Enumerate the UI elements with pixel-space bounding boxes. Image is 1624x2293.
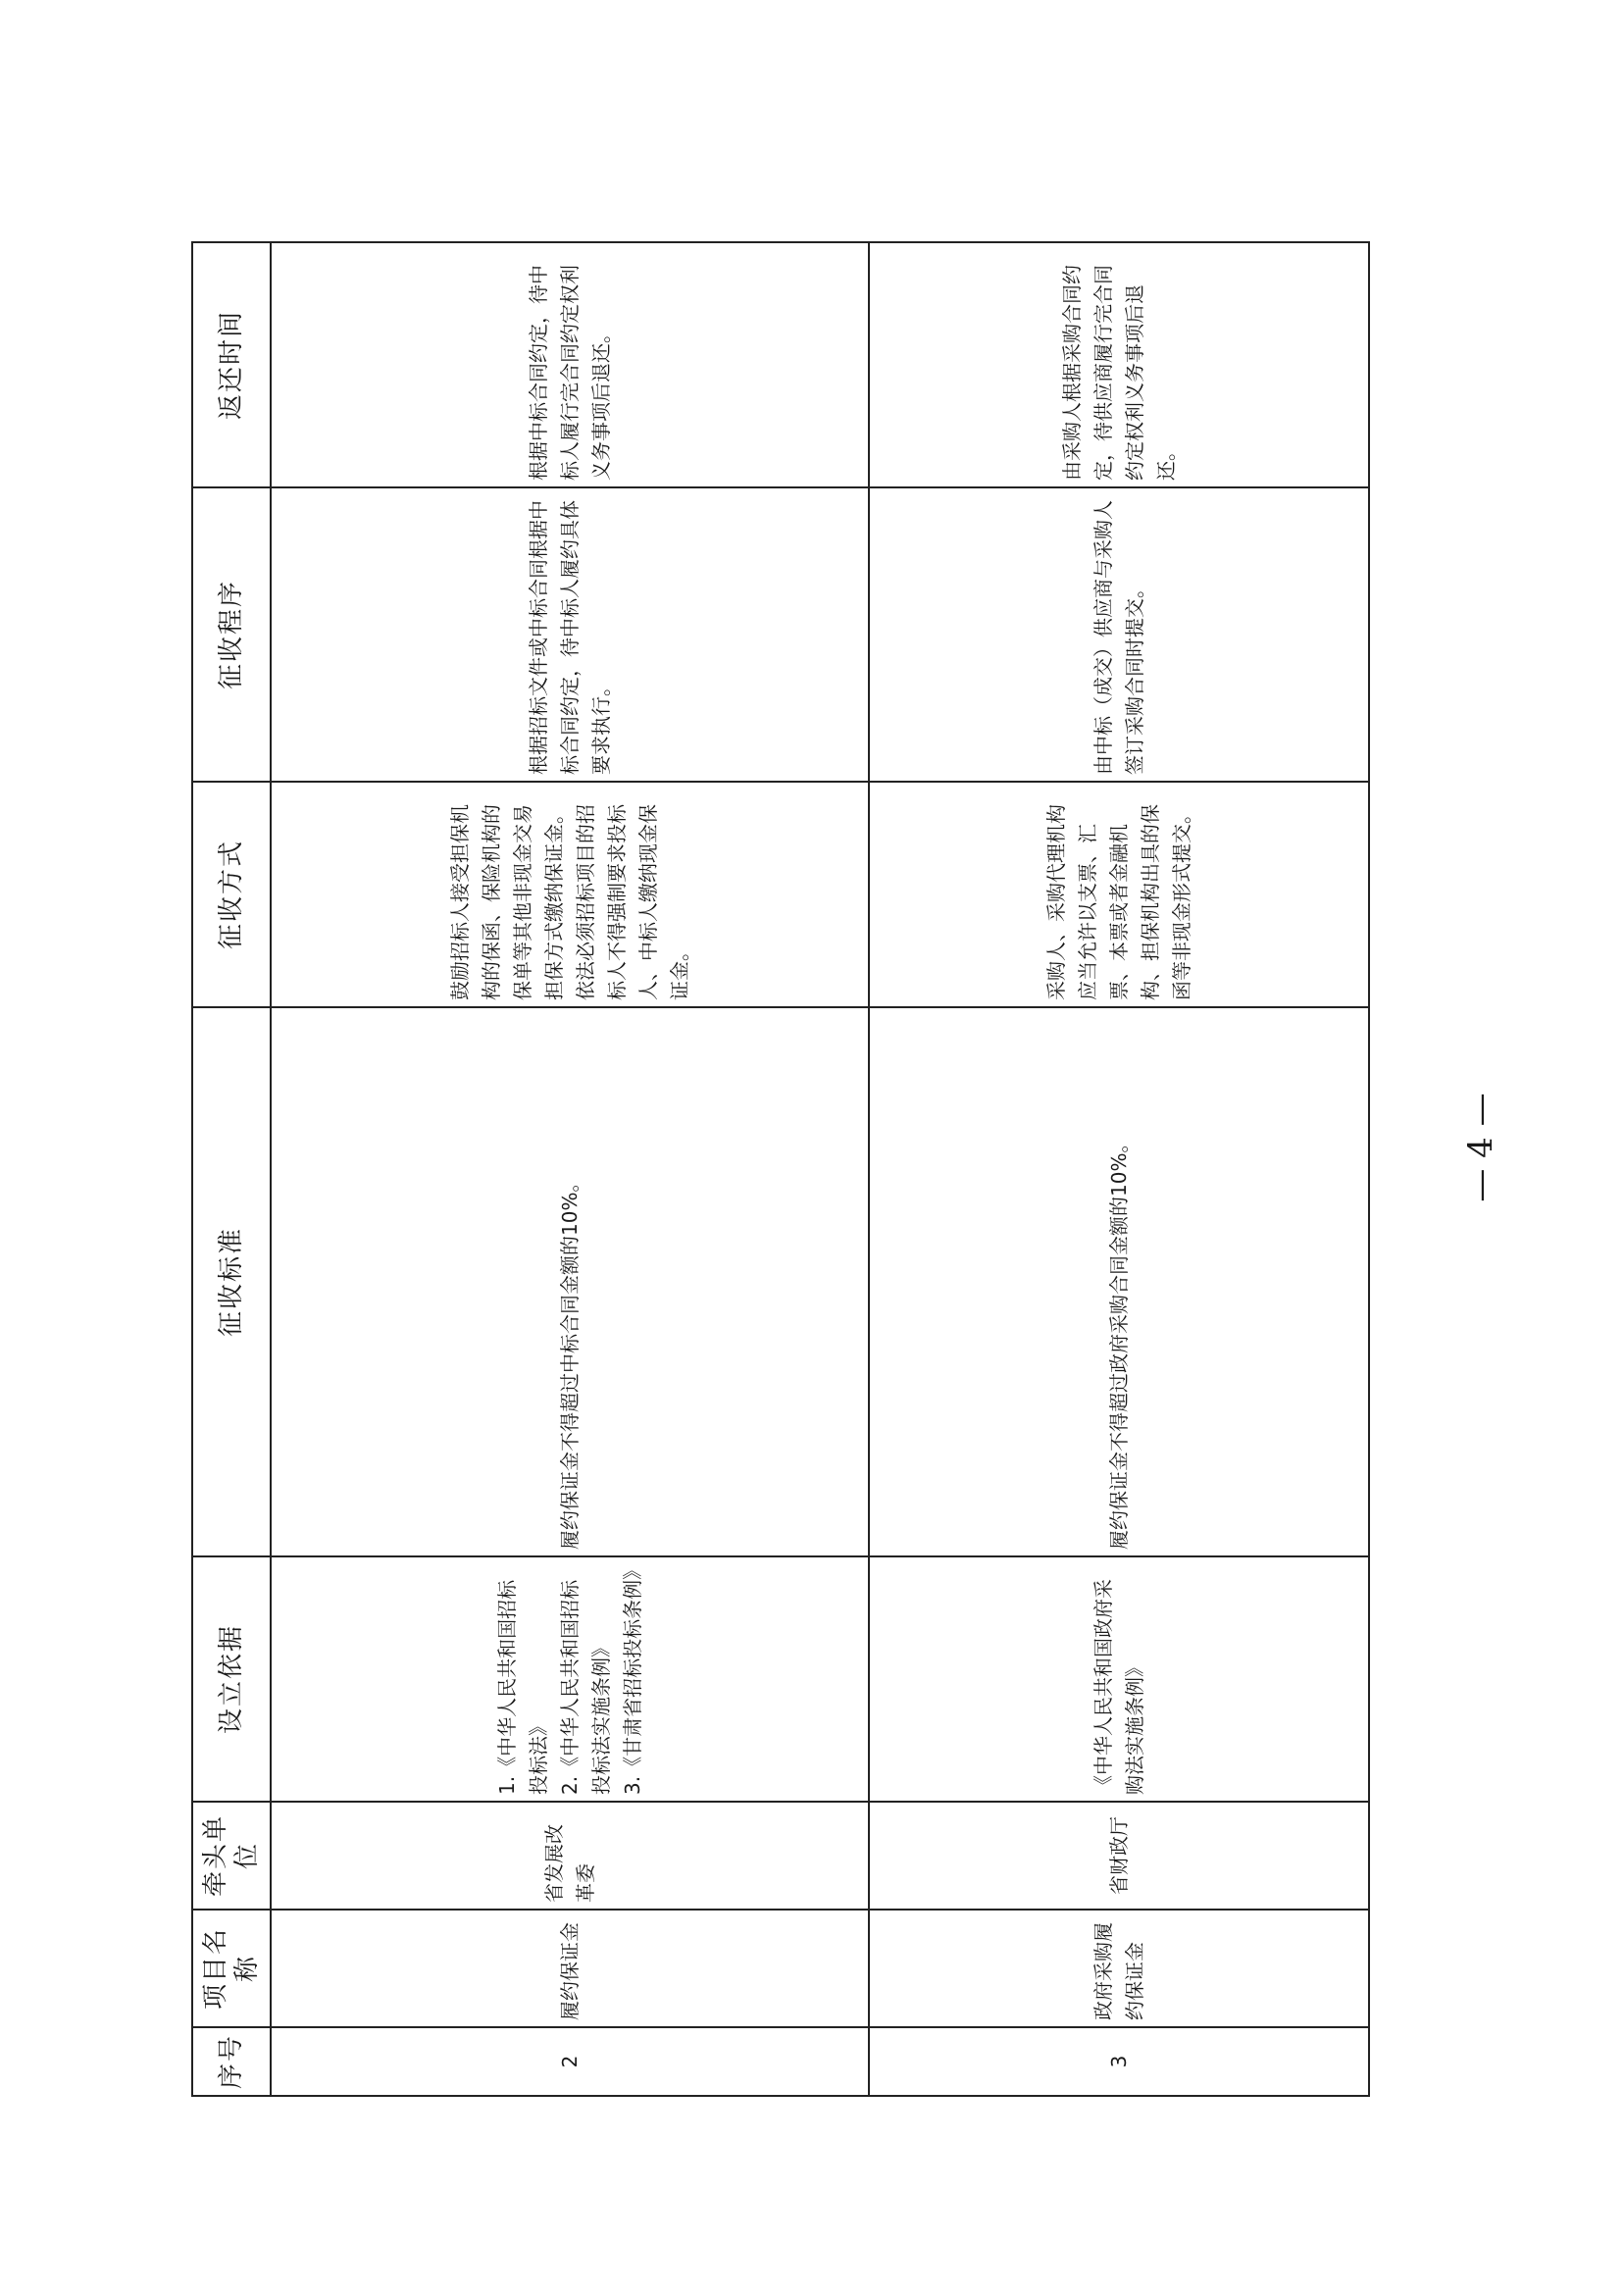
fee-table: [191, 241, 1370, 2097]
table-row: [869, 242, 1369, 2096]
cell-basis: [271, 1556, 869, 1802]
cell-basis: [869, 1556, 1369, 1802]
cell-standard: 履约保证金不得超过中标合同金额的10%。: [271, 1007, 869, 1556]
basis-item: 1.《中华人民共和国招标投标法》: [495, 1579, 550, 1795]
basis-item: 3.《甘肃省招标投标条例》: [621, 1559, 644, 1795]
cell-no: 2: [271, 2027, 869, 2096]
header-method: 征收方式: [192, 782, 271, 1007]
cell-procedure: 根据招标文件或中标合同根据中标合同约定，待中标人履约具体要求执行。: [271, 487, 869, 782]
header-standard: 征收标准: [192, 1007, 271, 1556]
header-name: 项目名称: [192, 1910, 271, 2027]
header-no: 序号: [192, 2027, 271, 2096]
rotated-table-container: [191, 243, 1388, 2097]
header-return-time: 返还时间: [192, 242, 271, 487]
cell-procedure: 由中标（成交）供应商与采购人签订采购合同时提交。: [869, 487, 1369, 782]
basis-item: 《中华人民共和国政府采购法实施条例》: [1091, 1579, 1146, 1795]
cell-return-time: 根据中标合同约定，待中标人履行完合同约定权利义务事项后退还。: [271, 242, 869, 487]
cell-unit: 省发展改革委: [271, 1802, 869, 1910]
table-row: [271, 242, 869, 2096]
cell-standard: 履约保证金不得超过政府采购合同金额的10%。: [869, 1007, 1369, 1556]
header-procedure: 征收程序: [192, 487, 271, 782]
header-row: [192, 242, 271, 2096]
cell-name: 政府采购履约保证金: [869, 1910, 1369, 2027]
cell-method: 鼓励招标人接受担保机构的保函、保险机构的保单等其他非现金交易担保方式缴纳保证金。依法必须招标项目的招标人不得强制要求投标人、中标人缴纳现金保证金。: [271, 782, 869, 1007]
cell-unit: 省财政厅: [869, 1802, 1369, 1910]
cell-name: 履约保证金: [271, 1910, 869, 2027]
header-unit: 牵头单位: [192, 1802, 271, 1910]
page-number: — 4 —: [1461, 1093, 1500, 1202]
basis-item: 2.《中华人民共和国招标投标法实施条例》: [558, 1579, 613, 1795]
header-basis: 设立依据: [192, 1556, 271, 1802]
cell-no: 3: [869, 2027, 1369, 2096]
cell-method: 采购人、采购代理机构应当允许以支票、汇票、本票或者金融机构、担保机构出具的保函等非现金形式提交。: [869, 782, 1369, 1007]
cell-return-time: 由采购人根据采购合同约定，待供应商履行完合同约定权利义务事项后退还。: [869, 242, 1369, 487]
